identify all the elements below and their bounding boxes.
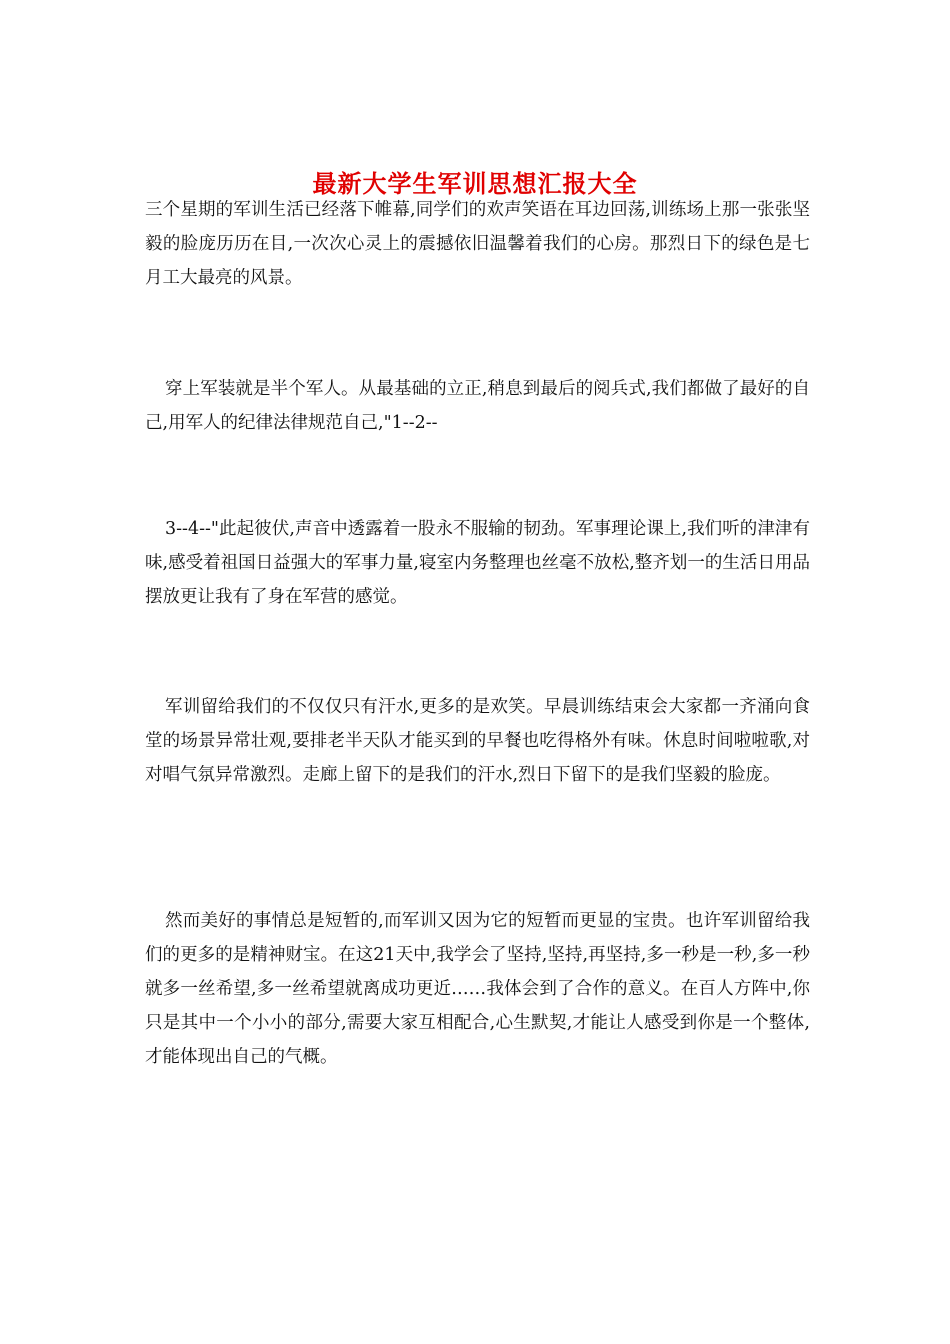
document-title: 最新大学生军训思想汇报大全 [312, 169, 638, 199]
paragraph-4: 军训留给我们的不仅仅只有汗水,更多的是欢笑。早晨训练结束会大家都一齐涌向食堂的场景异常壮观,要排老半天队才能买到的早餐也吃得格外有味。休息时间啦啦歌,对对唱气氛异常激烈。走廊上留下的是我们的汗水,烈日下留下的是我们坚毅的脸庞。 [145, 697, 810, 785]
paragraph-1: 三个星期的军训生活已经落下帷幕,同学们的欢声笑语在耳边回荡,训练场上那一张张坚毅的脸庞历历在目,一次次心灵上的震撼依旧温馨着我们的心房。那烈日下的绿色是七月工大最亮的风景。 [145, 200, 810, 288]
paragraph-3: 3--4--"此起彼伏,声音中透露着一股永不服输的韧劲。军事理论课上,我们听的津津有味,感受着祖国日益强大的军事力量,寝室内务整理也丝毫不放松,整齐划一的生活日用品摆放更让我有了身在军营的感觉。 [145, 519, 810, 607]
paragraph-2: 穿上军装就是半个军人。从最基础的立正,稍息到最后的阅兵式,我们都做了最好的自己,用军人的纪律法律规范自己,"1--2-- [145, 379, 810, 433]
paragraph-5: 然而美好的事情总是短暂的,而军训又因为它的短暂而更显的宝贵。也许军训留给我们的更多的是精神财宝。在这21天中,我学会了坚持,坚持,再坚持,多一秒是一秒,多一秒就多一丝希望,多一丝希望就离成功更近……我体会到了合作的意义。在百人方阵中,你只是其中一个小小的部分,需要大家互相配合,心生默契,才能让人感受到你是一个整体,才能体现出自己的气概。 [145, 911, 810, 1067]
